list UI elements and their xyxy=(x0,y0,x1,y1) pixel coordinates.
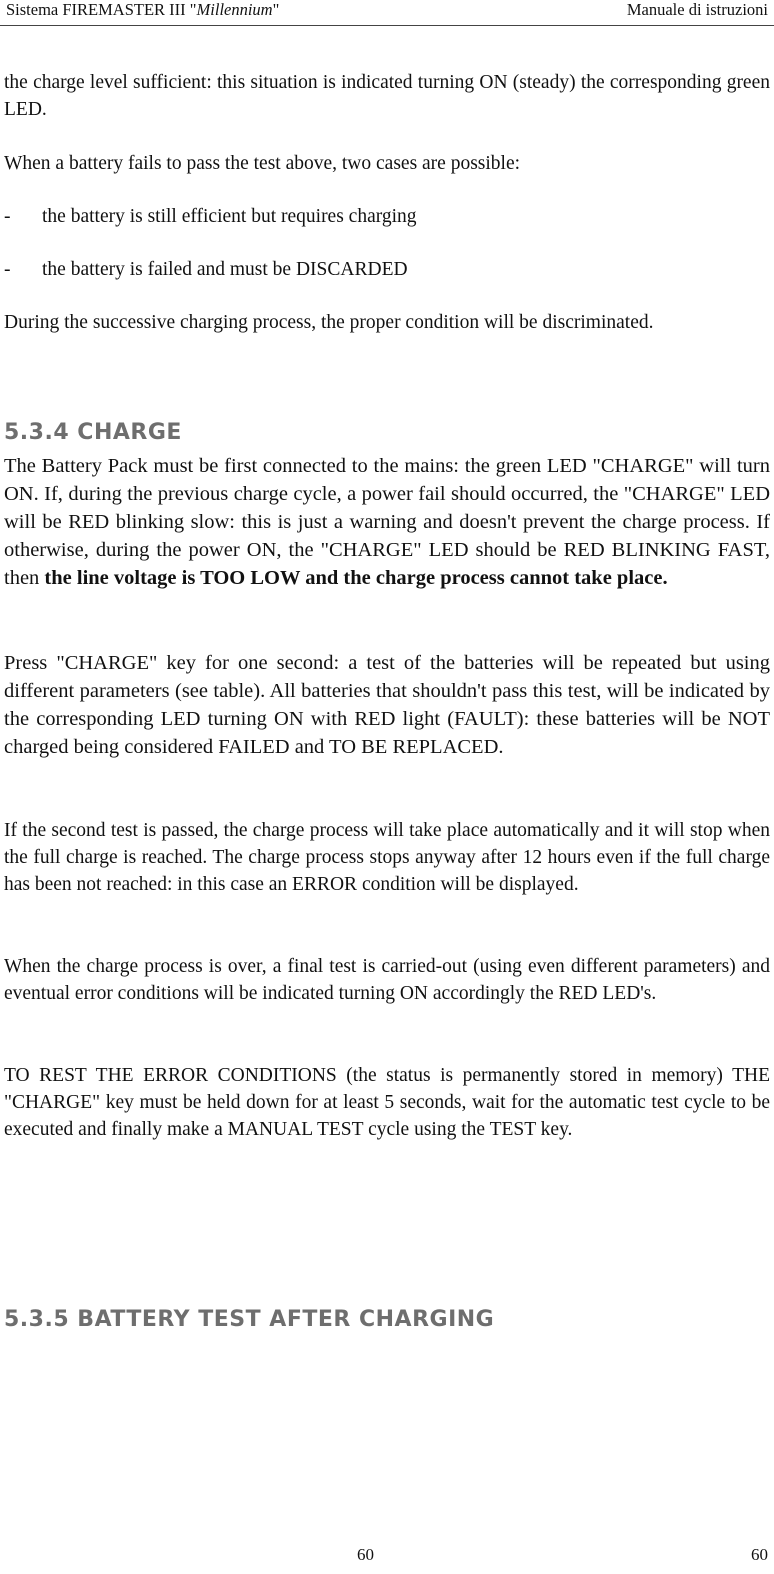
header-title-suffix: " xyxy=(272,0,280,19)
header-document-title xyxy=(6,0,279,20)
header-divider xyxy=(0,25,774,26)
paragraph-charge-level: the charge level sufficient: this situation is indicated turning ON (steady) the corresponding green LED. xyxy=(4,72,770,120)
paragraph-battery-fails: When a battery fails to pass the test above, two cases are possible: xyxy=(4,153,521,174)
header-title-italic: Millennium xyxy=(196,0,273,19)
paragraph-battery-pack xyxy=(4,452,770,592)
list-item-text: the battery is failed and must be DISCARDED xyxy=(42,259,408,280)
list-dash: - xyxy=(4,206,11,227)
paragraph-final-test: When the charge process is over, a final test is carried-out (using even different parameters) and eventual error conditions will be indicated turning ON accordingly the RED LED's. xyxy=(4,956,770,1004)
list-dash: - xyxy=(4,259,11,280)
section-heading-charge: 5.3.4 CHARGE xyxy=(4,420,182,445)
paragraph-battery-pack-bold: the line voltage is TOO LOW and the charge process cannot take place. xyxy=(44,567,668,589)
paragraph-successive-charging: During the successive charging process, the proper condition will be discriminated. xyxy=(4,312,654,333)
paragraph-reset-errors: TO REST THE ERROR CONDITIONS (the status is permanently stored in memory) THE "CHARGE" key must be held down for at least 5 seconds, wait for the automatic test cycle to be executed and finally make a MANUAL TEST cycle using the TEST key. xyxy=(4,1065,770,1140)
footer-page-number-center: 60 xyxy=(357,1545,374,1564)
paragraph-battery-pack-text: The Battery Pack must be first connected to the mains: the green LED "CHARGE" will turn ON. If, during the previous charge cycle, a power fail should occurred, the "CHARGE" LED will be RED blinking slow: this is just a warning and doesn't prevent the charge process. If otherwise, during the power ON, the "CHARGE" LED should be RED BLINKING FAST, then xyxy=(4,455,770,589)
header-title-prefix: Sistema FIREMASTER III " xyxy=(6,0,197,19)
section-heading-battery-test-after-charging: 5.3.5 BATTERY TEST AFTER CHARGING xyxy=(4,1307,495,1332)
paragraph-press-charge: Press "CHARGE" key for one second: a test of the batteries will be repeated but using different parameters (see table). All batteries that shouldn't pass this test, will be indicated by the corresponding LED turning ON with RED light (FAULT): these batteries will be NOT charged being considered FAILED and TO BE REPLACED. xyxy=(4,652,770,758)
page-header xyxy=(0,0,774,26)
list-item-text: the battery is still efficient but requires charging xyxy=(42,206,417,227)
footer-page-number-right: 60 xyxy=(751,1545,768,1564)
header-manual-label: Manuale di istruzioni xyxy=(626,0,768,19)
paragraph-second-test: If the second test is passed, the charge process will take place automatically and it will stop when the full charge is reached. The charge process stops anyway after 12 hours even if the full charge has been not reached: in this case an ERROR condition will be displayed. xyxy=(4,820,770,895)
